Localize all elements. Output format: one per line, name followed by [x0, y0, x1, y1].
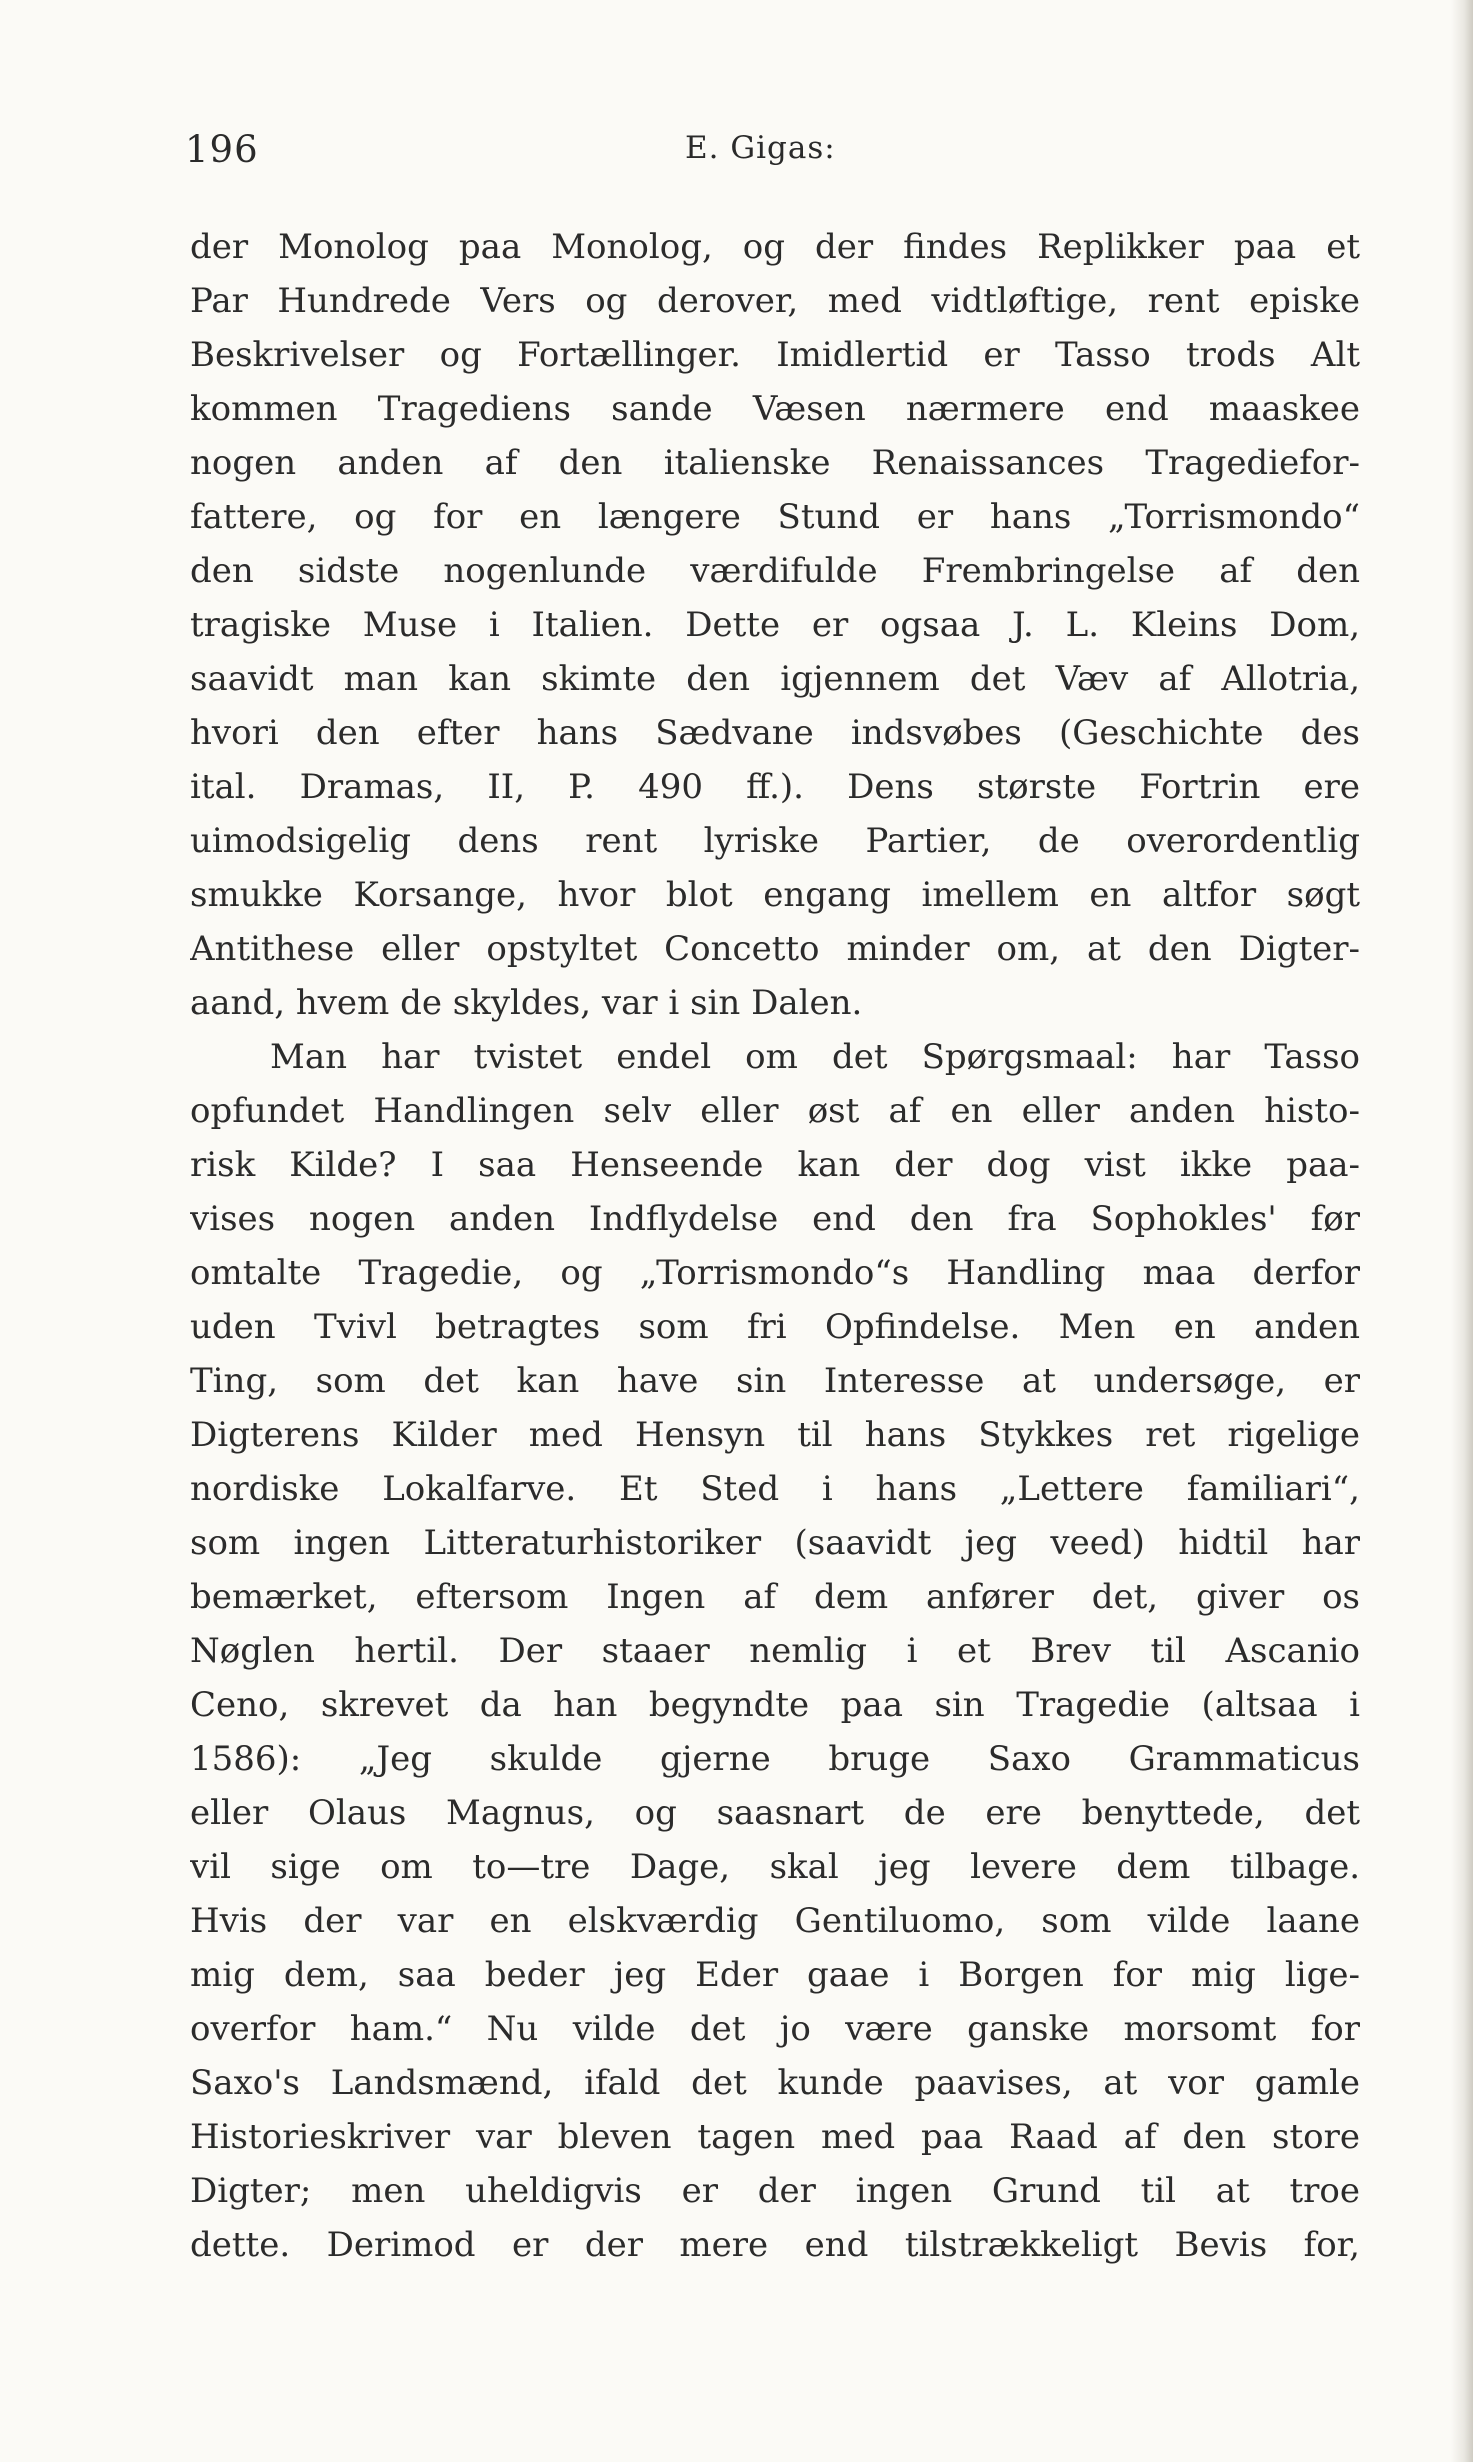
- text-line: den sidste nogenlunde værdifulde Frembringelse af den: [190, 551, 1360, 591]
- text-line: Ting, som det kan have sin Interesse at undersøge, er: [190, 1361, 1360, 1401]
- text-line: Nøglen hertil. Der staaer nemlig i et Brev til Ascanio: [190, 1631, 1360, 1671]
- text-line: uden Tvivl betragtes som fri Opfindelse. Men en anden: [190, 1307, 1360, 1347]
- text-line: Saxo's Landsmænd, ifald det kunde paavises, at vor gamle: [190, 2063, 1360, 2103]
- text-line: bemærket, eftersom Ingen af dem anfører det, giver os: [190, 1577, 1360, 1617]
- text-line: Historieskriver var bleven tagen med paa Raad af den store: [190, 2117, 1360, 2157]
- text-line: Man har tvistet endel om det Spørgsmaal: har Tasso: [270, 1037, 1360, 1077]
- text-line: Par Hundrede Vers og derover, med vidtløftige, rent episke: [190, 281, 1360, 321]
- text-line: nogen anden af den italienske Renaissances Tragediefor-: [190, 443, 1360, 483]
- text-line: eller Olaus Magnus, og saasnart de ere benyttede, det: [190, 1793, 1360, 1833]
- text-line: uimodsigelig dens rent lyriske Partier, de overordentlig: [190, 821, 1360, 861]
- text-line: saavidt man kan skimte den igjennem det Væv af Allotria,: [190, 659, 1360, 699]
- text-line: tragiske Muse i Italien. Dette er ogsaa J. L. Kleins Dom,: [190, 605, 1360, 645]
- text-line: risk Kilde? I saa Henseende kan der dog vist ikke paa-: [190, 1145, 1360, 1185]
- text-line: smukke Korsange, hvor blot engang imellem en altfor søgt: [190, 875, 1360, 915]
- text-line: opfundet Handlingen selv eller øst af en eller anden histo-: [190, 1091, 1360, 1131]
- page-number: 196: [185, 128, 259, 171]
- text-line: der Monolog paa Monolog, og der findes Replikker paa et: [190, 227, 1360, 267]
- text-line: Hvis der var en elskværdig Gentiluomo, som vilde laane: [190, 1901, 1360, 1941]
- body-text: [190, 220, 1360, 2272]
- text-line: Ceno, skrevet da han begyndte paa sin Tragedie (altsaa i: [190, 1685, 1360, 1725]
- text-line: ital. Dramas, II, P. 490 ff.). Dens største Fortrin ere: [190, 767, 1360, 807]
- text-line: Digterens Kilder med Hensyn til hans Stykkes ret rigelige: [190, 1415, 1360, 1455]
- running-head: [185, 128, 1360, 178]
- text-line: overfor ham.“ Nu vilde det jo være ganske morsomt for: [190, 2009, 1360, 2049]
- text-line: kommen Tragediens sande Væsen nærmere end maaskee: [190, 389, 1360, 429]
- text-line: Antithese eller opstyltet Concetto minder om, at den Digter-: [190, 929, 1360, 969]
- page-edge-shadow: [1451, 0, 1473, 2462]
- text-line: som ingen Litteraturhistoriker (saavidt jeg veed) hidtil har: [190, 1523, 1360, 1563]
- text-line: aand, hvem de skyldes, var i sin Dalen.: [190, 983, 863, 1023]
- text-line: 1586): „Jeg skulde gjerne bruge Saxo Grammaticus: [190, 1739, 1360, 1779]
- text-line: hvori den efter hans Sædvane indsvøbes (Geschichte des: [190, 713, 1360, 753]
- text-line: omtalte Tragedie, og „Torrismondo“s Handling maa derfor: [190, 1253, 1360, 1293]
- text-line: vises nogen anden Indflydelse end den fra Sophokles' før: [190, 1199, 1360, 1239]
- text-line: Beskrivelser og Fortællinger. Imidlertid er Tasso trods Alt: [190, 335, 1360, 375]
- running-title: E. Gigas:: [685, 130, 836, 166]
- text-line: fattere, og for en længere Stund er hans „Torrismondo“: [190, 497, 1360, 537]
- text-line: dette. Derimod er der mere end tilstrækkeligt Bevis for,: [190, 2225, 1360, 2265]
- text-line: nordiske Lokalfarve. Et Sted i hans „Lettere familiari“,: [190, 1469, 1360, 1509]
- text-line: mig dem, saa beder jeg Eder gaae i Borgen for mig lige-: [190, 1955, 1360, 1995]
- text-line: Digter; men uheldigvis er der ingen Grund til at troe: [190, 2171, 1360, 2211]
- text-line: vil sige om to—tre Dage, skal jeg levere dem tilbage.: [190, 1847, 1360, 1887]
